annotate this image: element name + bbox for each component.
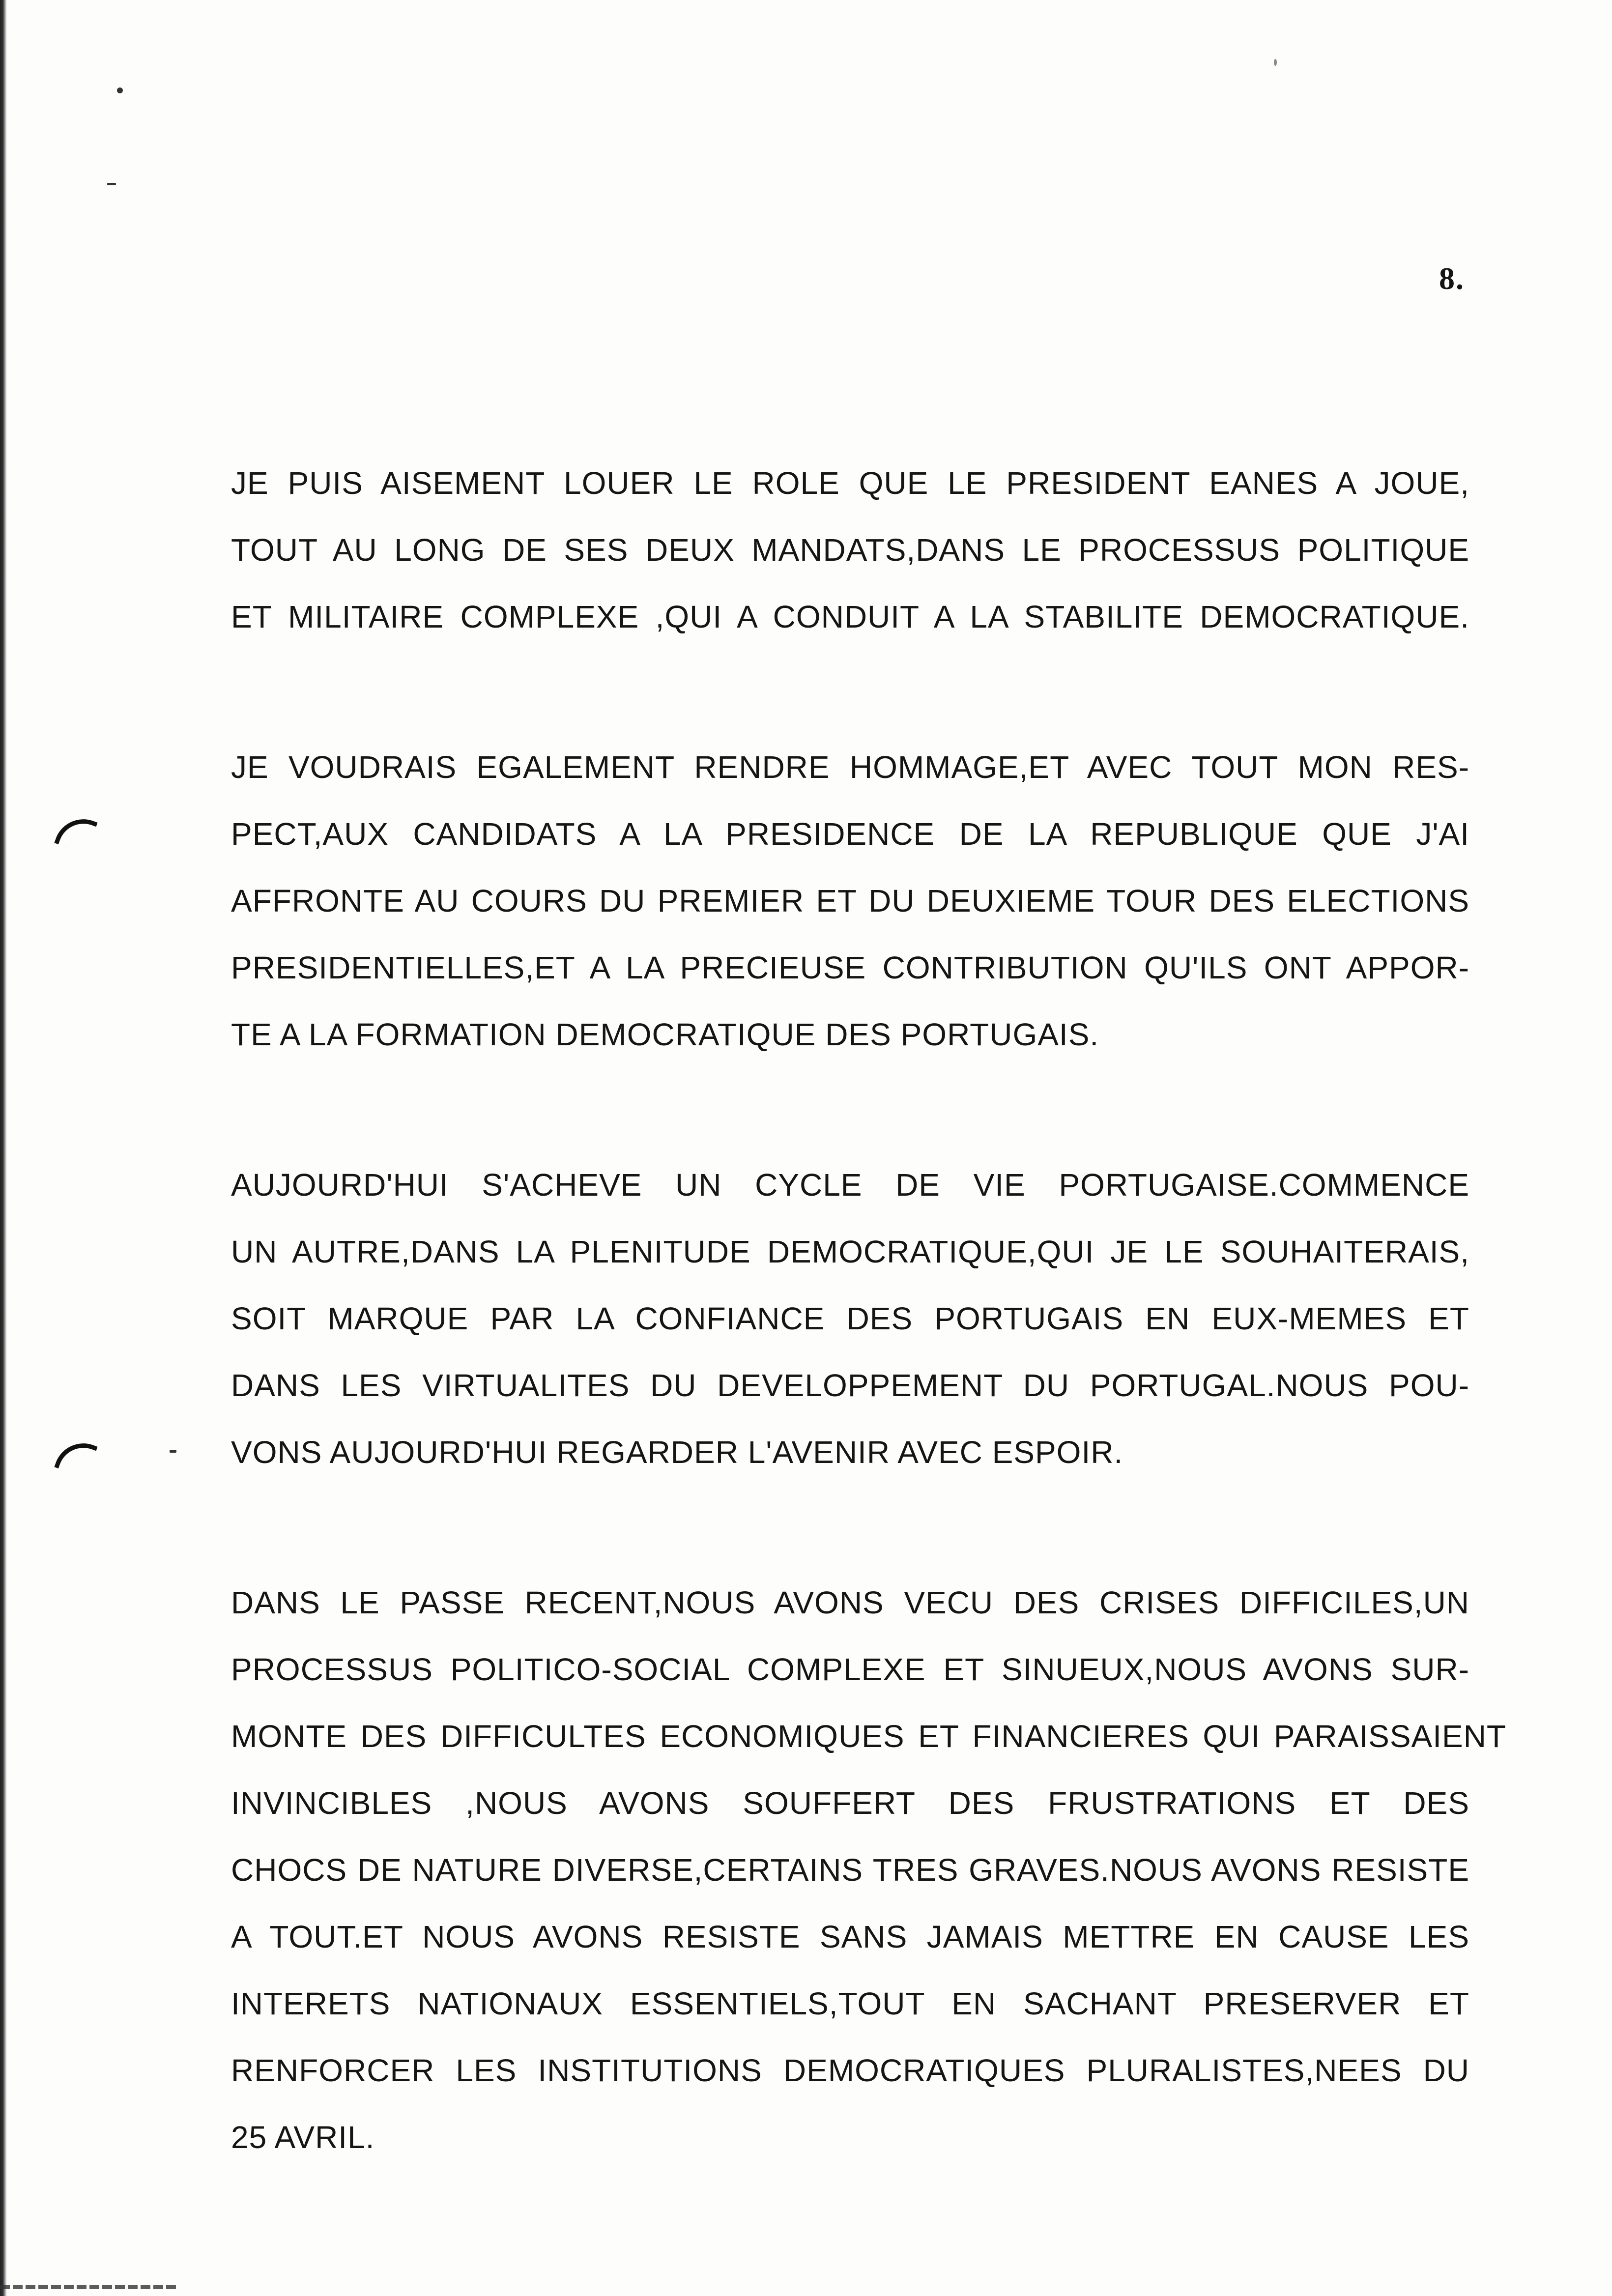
text-line: UN AUTRE,DANS LA PLENITUDE DEMOCRATIQUE,QUI JE LE SOUHAITERAIS,: [231, 1234, 1469, 1269]
scan-speck: [170, 1450, 176, 1453]
text-line: JE PUIS AISEMENT LOUER LE ROLE QUE LE PRESIDENT EANES A JOUE,: [231, 465, 1469, 501]
scan-edge-bottom: [0, 2285, 177, 2289]
text-line: PRESIDENTIELLES,ET A LA PRECIEUSE CONTRIBUTION QU'ILS ONT APPOR-: [231, 950, 1469, 985]
text-line: ET MILITAIRE COMPLEXE ,QUI A CONDUIT A LA STABILITE DEMOCRATIQUE.: [231, 599, 1469, 634]
text-line: RENFORCER LES INSTITUTIONS DEMOCRATIQUES PLURALISTES,NEES DU: [231, 2053, 1469, 2088]
text-line: TE A LA FORMATION DEMOCRATIQUE DES PORTUGAIS.: [231, 1017, 1099, 1052]
text-line: MONTE DES DIFFICULTES ECONOMIQUES ET FINANCIERES QUI PARAISSAIENT: [231, 1719, 1506, 1754]
punch-hole-mark: [54, 811, 97, 854]
text-line: AUJOURD'HUI S'ACHEVE UN CYCLE DE VIE PORTUGAISE.COMMENCE: [231, 1167, 1469, 1203]
text-line: DANS LE PASSE RECENT,NOUS AVONS VECU DES CRISES DIFFICILES,UN: [231, 1585, 1469, 1620]
scan-edge-shadow: [0, 0, 7, 2296]
text-line: JE VOUDRAIS EGALEMENT RENDRE HOMMAGE,ET AVEC TOUT MON RES-: [231, 749, 1469, 785]
page-number: 8.: [1439, 261, 1465, 296]
text-line: 25 AVRIL.: [231, 2120, 375, 2155]
text-line: AFFRONTE AU COURS DU PREMIER ET DU DEUXIEME TOUR DES ELECTIONS: [231, 883, 1469, 918]
paragraph: [231, 734, 1469, 1068]
text-line: DANS LES VIRTUALITES DU DEVELOPPEMENT DU PORTUGAL.NOUS POU-: [231, 1368, 1469, 1403]
text-line: INTERETS NATIONAUX ESSENTIELS,TOUT EN SACHANT PRESERVER ET: [231, 1986, 1469, 2021]
text-line: TOUT AU LONG DE SES DEUX MANDATS,DANS LE PROCESSUS POLITIQUE: [231, 532, 1469, 568]
text-line: SOIT MARQUE PAR LA CONFIANCE DES PORTUGAIS EN EUX-MEMES ET: [231, 1301, 1469, 1336]
paragraph: [231, 450, 1469, 650]
scan-speck: [1274, 59, 1277, 66]
paragraph: [231, 1569, 1506, 2171]
scan-speck: [107, 183, 116, 185]
paragraph: [231, 1151, 1469, 1486]
text-line: VONS AUJOURD'HUI REGARDER L'AVENIR AVEC ESPOIR.: [231, 1435, 1123, 1470]
text-line: INVINCIBLES ,NOUS AVONS SOUFFERT DES FRUSTRATIONS ET DES: [231, 1785, 1469, 1821]
text-line: PECT,AUX CANDIDATS A LA PRESIDENCE DE LA REPUBLIQUE QUE J'AI: [231, 816, 1469, 852]
scan-speck: [117, 87, 123, 93]
punch-hole-mark: [54, 1435, 97, 1478]
text-line: PROCESSUS POLITICO-SOCIAL COMPLEXE ET SINUEUX,NOUS AVONS SUR-: [231, 1652, 1469, 1687]
text-line: A TOUT.ET NOUS AVONS RESISTE SANS JAMAIS METTRE EN CAUSE LES: [231, 1919, 1469, 1954]
text-line: CHOCS DE NATURE DIVERSE,CERTAINS TRES GRAVES.NOUS AVONS RESISTE: [231, 1852, 1469, 1888]
body-text: [231, 450, 1506, 2254]
